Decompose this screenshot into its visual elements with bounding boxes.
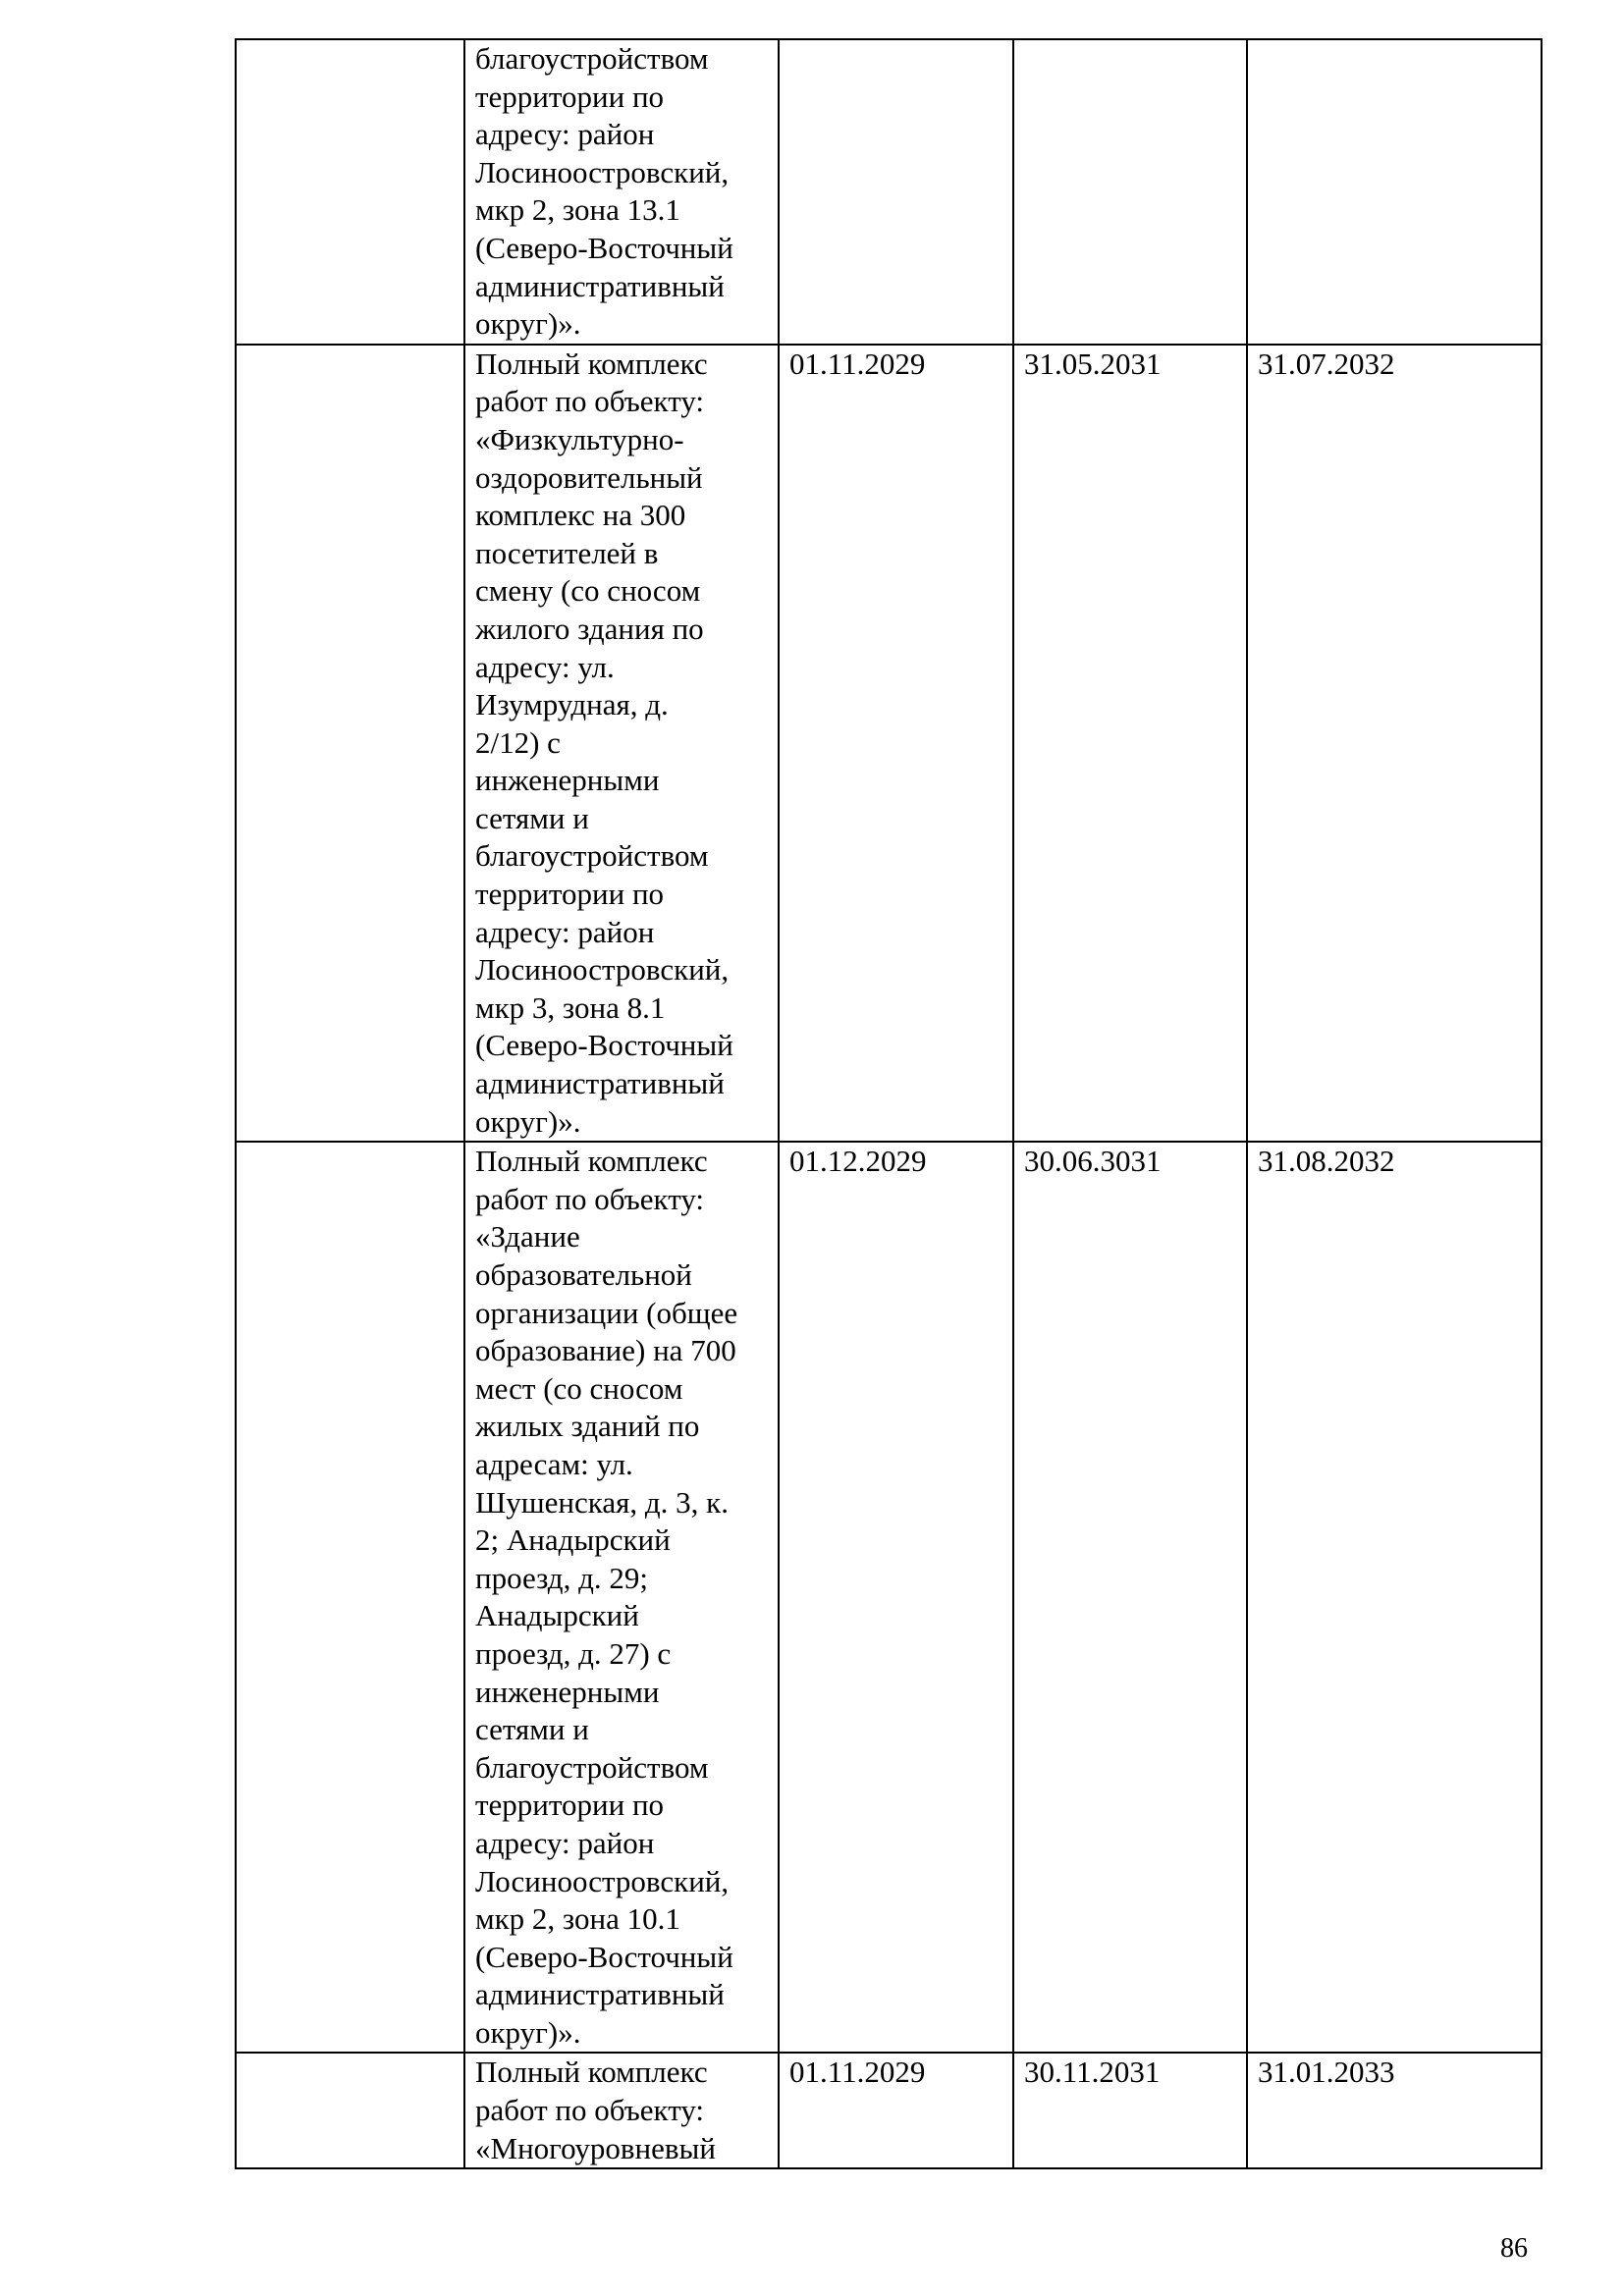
completion-date: 31.08.2032 xyxy=(1247,1142,1542,2053)
table-cell-empty xyxy=(236,1142,464,2053)
object-description xyxy=(464,1142,779,2053)
table-cell-empty xyxy=(236,345,464,1142)
table-row xyxy=(236,2053,1542,2168)
construction-end-date: 31.05.2031 xyxy=(1013,345,1247,1142)
construction-end-date: 30.06.3031 xyxy=(1013,1142,1247,2053)
object-description xyxy=(464,345,779,1142)
table-row xyxy=(236,345,1542,1142)
table-cell-empty xyxy=(236,2053,464,2168)
completion-date: 31.07.2032 xyxy=(1247,345,1542,1142)
page-number: 86 xyxy=(1500,2233,1528,2264)
object-description-text: Полный комплекс работ по объекту: «Физкультурно- оздоровительный комплекс на 300 посетителей в смену (со сносом жилого здания по адресу: ул. Изумрудная, д. 2/12) с инженерными сетями и благоустройством территории по адресу: район Лосиноостровский, мкр 3, зона 8.1 (Северо-Восточный административный округ)». xyxy=(475,346,733,1139)
start-date: 01.11.2029 xyxy=(779,345,1013,1142)
table-cell-empty xyxy=(236,39,464,345)
schedule-table xyxy=(235,38,1543,2169)
completion-date xyxy=(1247,39,1542,345)
object-description-text: благоустройством территории по адресу: район Лосиноостровский, мкр 2, зона 13.1 (Северо-Восточный административный округ)». xyxy=(475,41,733,342)
completion-date: 31.01.2033 xyxy=(1247,2053,1542,2168)
construction-end-date: 30.11.2031 xyxy=(1013,2053,1247,2168)
start-date: 01.12.2029 xyxy=(779,1142,1013,2053)
construction-end-date xyxy=(1013,39,1247,345)
start-date xyxy=(779,39,1013,345)
table-row xyxy=(236,39,1542,345)
table-row xyxy=(236,1142,1542,2053)
start-date: 01.11.2029 xyxy=(779,2053,1013,2168)
object-description-text: Полный комплекс работ по объекту: «Многоуровневый xyxy=(475,2055,716,2165)
object-description xyxy=(464,2053,779,2168)
object-description xyxy=(464,39,779,345)
object-description-text: Полный комплекс работ по объекту: «Здание образовательной организации (общее образование) на 700 мест (со сносом жилых зданий по адресам: ул. Шушенская, д. 3, к. 2; Анадырский проезд, д. 29; Анадырский проезд, д. 27) с инженерными сетями и благоустройством территории по адресу: район Лосиноостровский, мкр 2, зона 10.1 (Северо-Восточный административный округ)». xyxy=(475,1144,738,2050)
